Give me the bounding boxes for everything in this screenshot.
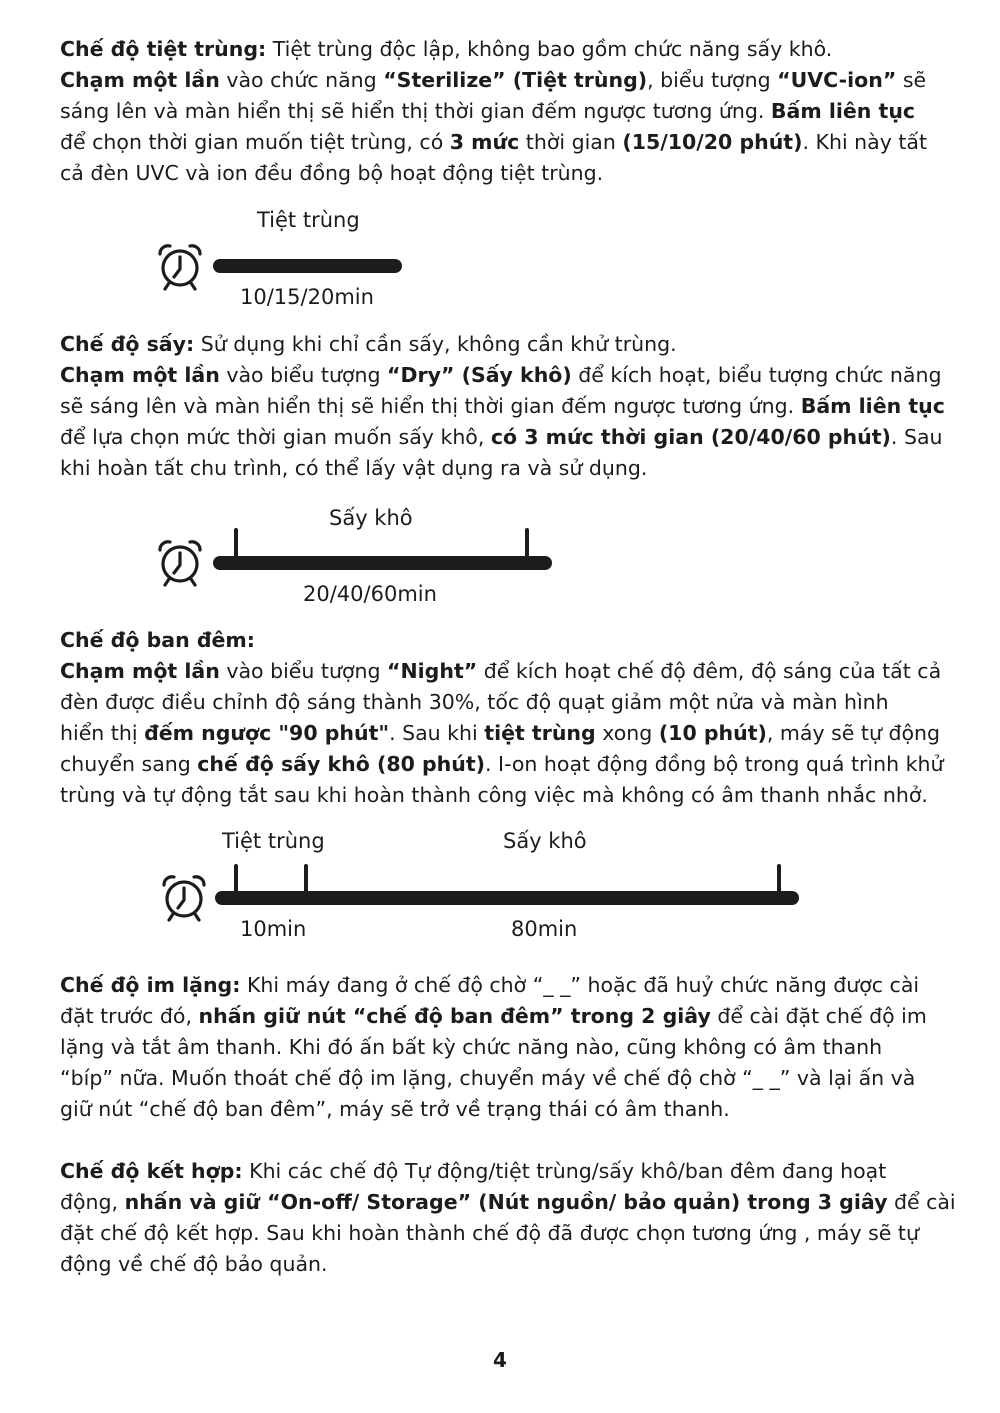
sterilize-diagram-top-label: Tiệt trùng: [257, 208, 360, 232]
text-run: “bíp” nữa. Muốn thoát chế độ im lặng, chuyển máy về chế độ chờ “_ _” và lại ấn và: [60, 1066, 916, 1090]
text-run: thời gian: [519, 130, 623, 154]
night-diagram-label-sterilize: Tiệt trùng: [222, 829, 325, 853]
bold-text: (15/10/20 phút): [622, 130, 803, 154]
text-line: [60, 422, 960, 453]
sterilize-diagram-bottom-label: 10/15/20min: [240, 285, 374, 309]
text-run: xong: [595, 721, 659, 745]
text-run: vào biểu tượng: [219, 363, 388, 387]
text-run: giữ nút “chế độ ban đêm”, máy sẽ trở về trạng thái có âm thanh.: [60, 1097, 730, 1121]
text-line: [60, 1032, 960, 1063]
bold-text: Chạm một lần: [60, 68, 220, 92]
text-line: [60, 96, 960, 127]
text-run: chuyển sang: [60, 752, 198, 776]
text-line: [60, 656, 960, 687]
text-line: [60, 970, 960, 1001]
text-run: , máy sẽ tự động: [766, 721, 941, 745]
bold-text: chế độ sấy khô (80 phút): [197, 752, 486, 776]
text-run: hiển thị: [60, 721, 145, 745]
bold-text: “Dry” (Sấy khô): [387, 363, 572, 387]
bold-text: Chế độ tiệt trùng:: [60, 37, 267, 61]
page-number: 4: [493, 1348, 507, 1372]
dry-diagram-bottom-label: 20/40/60min: [303, 582, 437, 606]
text-run: vào chức năng: [219, 68, 384, 92]
night-diagram-time-sterilize: 10min: [240, 917, 307, 941]
text-run: để chọn thời gian muốn tiệt trùng, có: [60, 130, 450, 154]
bold-text: có 3 mức thời gian (20/40/60 phút): [490, 425, 891, 449]
text-run: . I-on hoạt động đồng bộ trong quá trình khử: [485, 752, 944, 776]
text-run: sẽ: [896, 68, 927, 92]
text-run: cả đèn UVC và ion đều đồng bộ hoạt động tiệt trùng.: [60, 161, 604, 185]
text-run: đặt trước đó,: [60, 1004, 199, 1028]
bold-text: Chế độ kết hợp:: [60, 1159, 243, 1183]
text-line: [60, 687, 960, 718]
bold-text: “Sterilize” (Tiệt trùng): [383, 68, 648, 92]
text-line: [60, 1249, 960, 1280]
section-night-mode: [60, 625, 960, 811]
text-run: . Sau: [890, 425, 943, 449]
bold-text: Chạm một lần: [60, 659, 220, 683]
text-line: [60, 453, 960, 484]
text-line: [60, 780, 960, 811]
bold-text: 3 mức: [449, 130, 520, 154]
text-line: [60, 1063, 960, 1094]
text-run: trùng và tự động tắt sau khi hoàn thành công việc mà không có âm thanh nhắc nhở.: [60, 783, 928, 807]
section-silent-mode: [60, 970, 960, 1125]
text-line: [60, 391, 960, 422]
text-run: Sử dụng khi chỉ cần sấy, không cần khử trùng.: [194, 332, 677, 356]
bold-text: tiệt trùng: [484, 721, 596, 745]
alarm-clock-icon: [156, 538, 204, 588]
bold-text: nhấn và giữ “On-off/ Storage” (Nút nguồn/ bảo quản) trong 3 giây: [124, 1190, 888, 1214]
text-run: Khi các chế độ Tự động/tiệt trùng/sấy khô/ban đêm đang hoạt: [242, 1159, 887, 1183]
bold-text: “Night”: [387, 659, 478, 683]
section-combined-mode: [60, 1156, 960, 1280]
text-line: [60, 625, 960, 656]
text-run: . Khi này tất: [802, 130, 928, 154]
text-line: [60, 65, 960, 96]
text-run: để kích hoạt chế độ đêm, độ sáng của tất cả: [477, 659, 942, 683]
text-line: [60, 1156, 960, 1187]
alarm-clock-icon: [160, 873, 208, 923]
text-run: Tiệt trùng độc lập, không bao gồm chức năng sấy khô.: [266, 37, 833, 61]
text-line: [60, 749, 960, 780]
text-line: [60, 127, 960, 158]
text-run: để cài: [887, 1190, 956, 1214]
text-line: [60, 718, 960, 749]
text-run: khi hoàn tất chu trình, có thể lấy vật dụng ra và sử dụng.: [60, 456, 648, 480]
bold-text: Chế độ ban đêm:: [60, 628, 255, 652]
text-line: [60, 1187, 960, 1218]
bold-text: Chạm một lần: [60, 363, 220, 387]
text-run: sáng lên và màn hiển thị sẽ hiển thị thời gian đếm ngược tương ứng.: [60, 99, 771, 123]
section-dry-mode: [60, 329, 960, 484]
bold-text: nhấn giữ nút “chế độ ban đêm” trong 2 giây: [198, 1004, 711, 1028]
text-line: [60, 1001, 960, 1032]
text-run: đặt chế độ kết hợp. Sau khi hoàn thành chế độ đã được chọn tương ứng , máy sẽ tự: [60, 1221, 919, 1245]
text-run: để cài đặt chế độ im: [710, 1004, 927, 1028]
section-sterilize-mode: [60, 34, 960, 189]
text-line: [60, 158, 960, 189]
bold-text: Chế độ im lặng:: [60, 973, 241, 997]
alarm-clock-icon: [156, 242, 204, 292]
text-line: [60, 360, 960, 391]
text-run: động,: [60, 1190, 125, 1214]
text-run: để kích hoạt, biểu tượng chức năng: [571, 363, 942, 387]
dry-diagram-top-label: Sấy khô: [329, 506, 413, 530]
text-run: sẽ sáng lên và màn hiển thị sẽ hiển thị thời gian đếm ngược tương ứng.: [60, 394, 801, 418]
bold-text: (10 phút): [658, 721, 767, 745]
text-line: [60, 329, 960, 360]
text-run: , biểu tượng: [647, 68, 778, 92]
text-run: đèn được điều chỉnh độ sáng thành 30%, tốc độ quạt giảm một nửa và màn hình: [60, 690, 889, 714]
bold-text: “UVC-ion”: [777, 68, 897, 92]
text-run: Khi máy đang ở chế độ chờ “_ _” hoặc đã huỷ chức năng được cài: [240, 973, 920, 997]
night-diagram-label-dry: Sấy khô: [503, 829, 587, 853]
text-run: để lựa chọn mức thời gian muốn sấy khô,: [60, 425, 491, 449]
text-line: [60, 1094, 960, 1125]
bold-text: Bấm liên tục: [770, 99, 916, 123]
text-run: động về chế độ bảo quản.: [60, 1252, 328, 1276]
text-run: . Sau khi: [389, 721, 485, 745]
text-run: vào biểu tượng: [219, 659, 388, 683]
text-line: [60, 34, 960, 65]
bold-text: đếm ngược "90 phút": [144, 721, 390, 745]
bold-text: Bấm liên tục: [800, 394, 945, 418]
bold-text: Chế độ sấy:: [60, 332, 195, 356]
night-diagram-time-dry: 80min: [511, 917, 578, 941]
text-run: lặng và tắt âm thanh. Khi đó ấn bất kỳ chức năng nào, cũng không có âm thanh: [60, 1035, 883, 1059]
text-line: [60, 1218, 960, 1249]
